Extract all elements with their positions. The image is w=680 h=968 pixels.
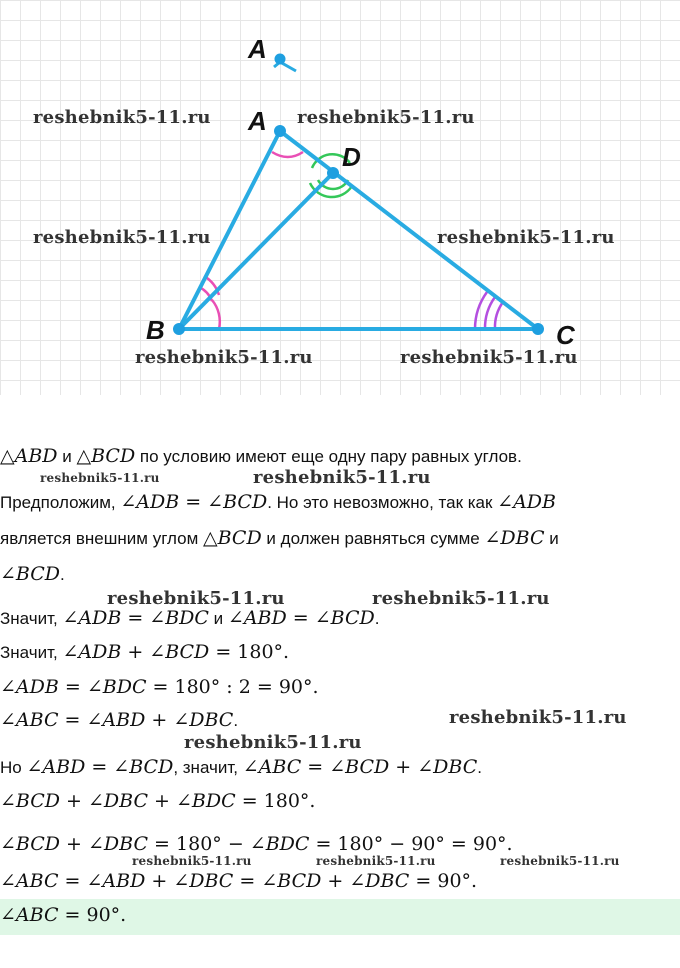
watermark: reshebnik5-11.ru — [437, 227, 615, 248]
text: . — [374, 609, 380, 628]
text-line-12 — [0, 870, 477, 892]
text: Значит, — [0, 643, 63, 662]
watermark: reshebnik5-11.ru — [33, 107, 211, 128]
text: и — [57, 447, 77, 466]
angle-arc-c-2 — [485, 297, 495, 329]
text: . — [60, 565, 65, 584]
math-expr: = 90°. — [58, 904, 127, 926]
watermark: reshebnik5-11.ru — [297, 107, 475, 128]
watermark: reshebnik5-11.ru — [400, 347, 578, 368]
text: . — [477, 758, 482, 777]
math-expr: ∠ADB = ∠BCD — [120, 491, 268, 513]
math-expr: ∠ADB — [497, 491, 556, 513]
math-expr: ∠ABD = ∠BCD — [26, 756, 174, 778]
math-expr: ∠ADB + ∠BCD — [62, 641, 210, 663]
text-line-1 — [0, 445, 522, 467]
text: Но — [0, 758, 27, 777]
label-a: A — [248, 106, 267, 136]
text-line-7 — [0, 676, 319, 698]
text: Значит, — [0, 609, 63, 628]
text: и — [208, 609, 228, 628]
math-expr: = 90°. — [409, 870, 478, 892]
math-expr: △BCD — [76, 445, 136, 467]
text-line-9 — [0, 756, 482, 778]
point-a — [274, 125, 286, 137]
watermark: reshebnik5-11.ru — [316, 854, 436, 868]
text: Предположим, — [0, 493, 121, 512]
math-expr: ∠BCD + ∠DBC — [0, 833, 149, 855]
label-d: D — [342, 142, 361, 172]
angle-arc-b-3 — [212, 300, 220, 329]
watermark: reshebnik5-11.ru — [253, 467, 431, 488]
text-line-6 — [0, 641, 289, 663]
math-expr: ∠ABC = ∠ABD + ∠DBC = ∠BCD + ∠DBC — [0, 870, 410, 892]
math-expr: ∠BCD + ∠DBC + ∠BDC — [0, 790, 236, 812]
math-expr: ∠ABC = ∠ABD + ∠DBC — [0, 709, 234, 731]
text: и — [544, 529, 559, 548]
watermark: reshebnik5-11.ru — [40, 471, 160, 485]
watermark: reshebnik5-11.ru — [135, 347, 313, 368]
segment-bd — [179, 173, 333, 329]
text-line-8 — [0, 709, 238, 731]
text: . Но это невозможно, так как — [267, 493, 498, 512]
text-line-5 — [0, 607, 379, 629]
point-b — [173, 323, 185, 335]
math-expr: △ABD — [0, 445, 58, 467]
math-expr: ∠ADB = ∠BDC — [62, 607, 209, 629]
math-expr: △BCD — [203, 527, 262, 549]
label-b: B — [146, 315, 165, 345]
math-expr: ∠BCD — [0, 563, 61, 585]
math-expr: = 180° : 2 = 90°. — [146, 676, 319, 698]
math-expr: ∠ABD = ∠BCD — [227, 607, 375, 629]
math-expr: ∠ABC = ∠BCD + ∠DBC — [242, 756, 478, 778]
math-expr: ∠ADB = ∠BDC — [0, 676, 147, 698]
text: по условию имеют еще одну пару равных углов. — [135, 447, 522, 466]
math-expr: = 180°. — [209, 641, 290, 663]
text-line-11 — [0, 833, 513, 855]
watermark: reshebnik5-11.ru — [107, 588, 285, 609]
watermark: reshebnik5-11.ru — [372, 588, 550, 609]
answer-line — [0, 904, 126, 926]
text-line-2 — [0, 491, 556, 513]
triangle-diagram — [0, 0, 680, 395]
text-line-3 — [0, 527, 559, 549]
angle-arc-a — [272, 152, 303, 157]
angle-arc-c-3 — [495, 302, 503, 329]
answer-box — [0, 899, 680, 935]
math-expr: ∠DBC — [484, 527, 545, 549]
text: . — [233, 711, 239, 730]
watermark: reshebnik5-11.ru — [500, 854, 620, 868]
text: и должен равняться сумме — [261, 529, 485, 548]
watermark: reshebnik5-11.ru — [132, 854, 252, 868]
text: , значит, — [173, 758, 243, 777]
point-a-top — [275, 54, 286, 65]
math-expr: ∠BDC — [249, 833, 310, 855]
watermark: reshebnik5-11.ru — [33, 227, 211, 248]
math-expr: = 180°. — [235, 790, 316, 812]
math-expr: ∠ABC — [0, 904, 59, 926]
math-expr: = 180° − 90° = 90°. — [309, 833, 513, 855]
point-d — [327, 167, 339, 179]
text-line-4 — [0, 563, 65, 585]
label-a-top: A — [248, 34, 267, 64]
point-c — [532, 323, 544, 335]
triangle-figure — [0, 0, 680, 395]
watermark: reshebnik5-11.ru — [184, 732, 362, 753]
math-expr: = 180° − — [148, 833, 250, 855]
watermark: reshebnik5-11.ru — [449, 707, 627, 728]
text: является внешним углом — [0, 529, 203, 548]
text-line-10 — [0, 790, 315, 812]
label-c: C — [556, 320, 575, 350]
